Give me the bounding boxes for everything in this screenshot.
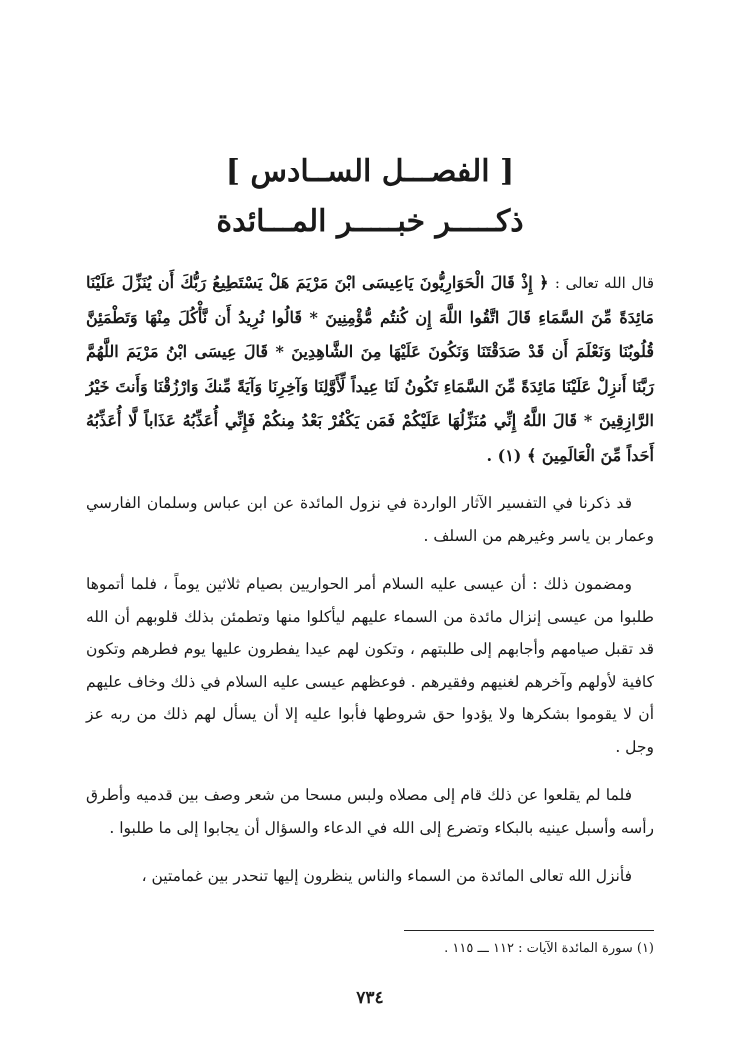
quran-quote bbox=[86, 266, 654, 473]
footnote-reference: (١) . bbox=[486, 445, 522, 465]
footnote: (١) سورة المائدة الآيات : ١١٢ ـــ ١١٥ . bbox=[444, 941, 654, 956]
paragraph-summary: ومضمون ذلك : أن عيسى عليه السلام أمر الحواريين بصيام ثلاثين يوماً ، فلما أتموها طلبوا من عيسى إنزال مائدة من السماء عليهم ليأكلوا منها وتطمئن بذلك قلوبهم أن الله قد تقبل صيامهم وأجابهم إلى طلبتهم ، وتكون لهم عيدا يفطرون عليها يوم فطرهم وتكون كافية لأولهم وآخرهم لغنيهم وفقيرهم . فوعظهم عيسى عليه السلام في ذلك وخاف عليهم أن لا يقوموا بشكرها ولا يؤدوا حق شروطها فأبوا عليه إلا أن يسأل لهم ذلك من ربه عز وجل . bbox=[86, 575, 654, 756]
paragraph-prayer: فلما لم يقلعوا عن ذلك قام إلى مصلاه ولبس مسحا من شعر وصف بين قدميه وأطرق رأسه وأسبل عينيه بالبكاء وتضرع إلى الله في الدعاء والسؤال أن يجابوا إلى ما طلبوا . bbox=[86, 786, 654, 837]
footnote-divider bbox=[404, 930, 654, 931]
chapter-title: ذكـــــر خبـــــر المـــائدة bbox=[216, 204, 524, 239]
book-page bbox=[86, 150, 655, 1008]
paragraph-tafsir: قد ذكرنا في التفسير الآثار الواردة في نزول المائدة عن ابن عباس وسلمان الفارسي وعمار بن ياسر وغيرهم من السلف . bbox=[86, 494, 654, 545]
quran-verse: ﴿ إِذْ قَالَ الْحَوَارِيُّونَ يَاعِيسَى ابْنَ مَرْيَمَ هَلْ يَسْتَطِيعُ رَبُّكَ أَن يُنَزِّلَ عَلَيْنَا مَائِدَةً مِّنَ السَّمَاءِ قَالَ اتَّقُوا اللَّهَ إِن كُنتُم مُّؤْمِنِينَ * قَالُوا نُرِيدُ أَن نَّأْكُلَ مِنْهَا وَتَطْمَئِنَّ قُلُوبُنَا وَنَعْلَمَ أَن قَدْ صَدَقْتَنَا وَنَكُونَ عَلَيْهَا مِنَ الشَّاهِدِينَ * قَالَ عِيسَى ابْنُ مَرْيَمَ اللَّهُمَّ رَبَّنَا أَنزِلْ عَلَيْنَا مَائِدَةً مِّنَ السَّمَاءِ تَكُونُ لَنَا عِيداً لِّأَوَّلِنَا وَآخِرِنَا وَآيَةً مِّنكَ وَارْزُقْنَا وَأَنتَ خَيْرُ الرَّازِقِينَ * قَالَ اللَّهُ إِنِّي مُنَزِّلُهَا عَلَيْكُمْ فَمَن يَكْفُرْ بَعْدُ مِنكُمْ فَإِنِّي أُعَذِّبُهُ عَذَاباً لَّا أُعَذِّبُهُ أَحَداً مِّنَ الْعَالَمِينَ ﴾ bbox=[86, 273, 655, 465]
quran-intro: قال الله تعالى : bbox=[554, 274, 655, 292]
paragraph-descent: فأنزل الله تعالى المائدة من السماء والناس ينظرون إليها تنحدر بين غمامتين ، bbox=[141, 867, 632, 885]
page-number: ٧٣٤ bbox=[356, 988, 384, 1008]
chapter-label: [ الفصـــل الســادس ] bbox=[225, 154, 515, 189]
